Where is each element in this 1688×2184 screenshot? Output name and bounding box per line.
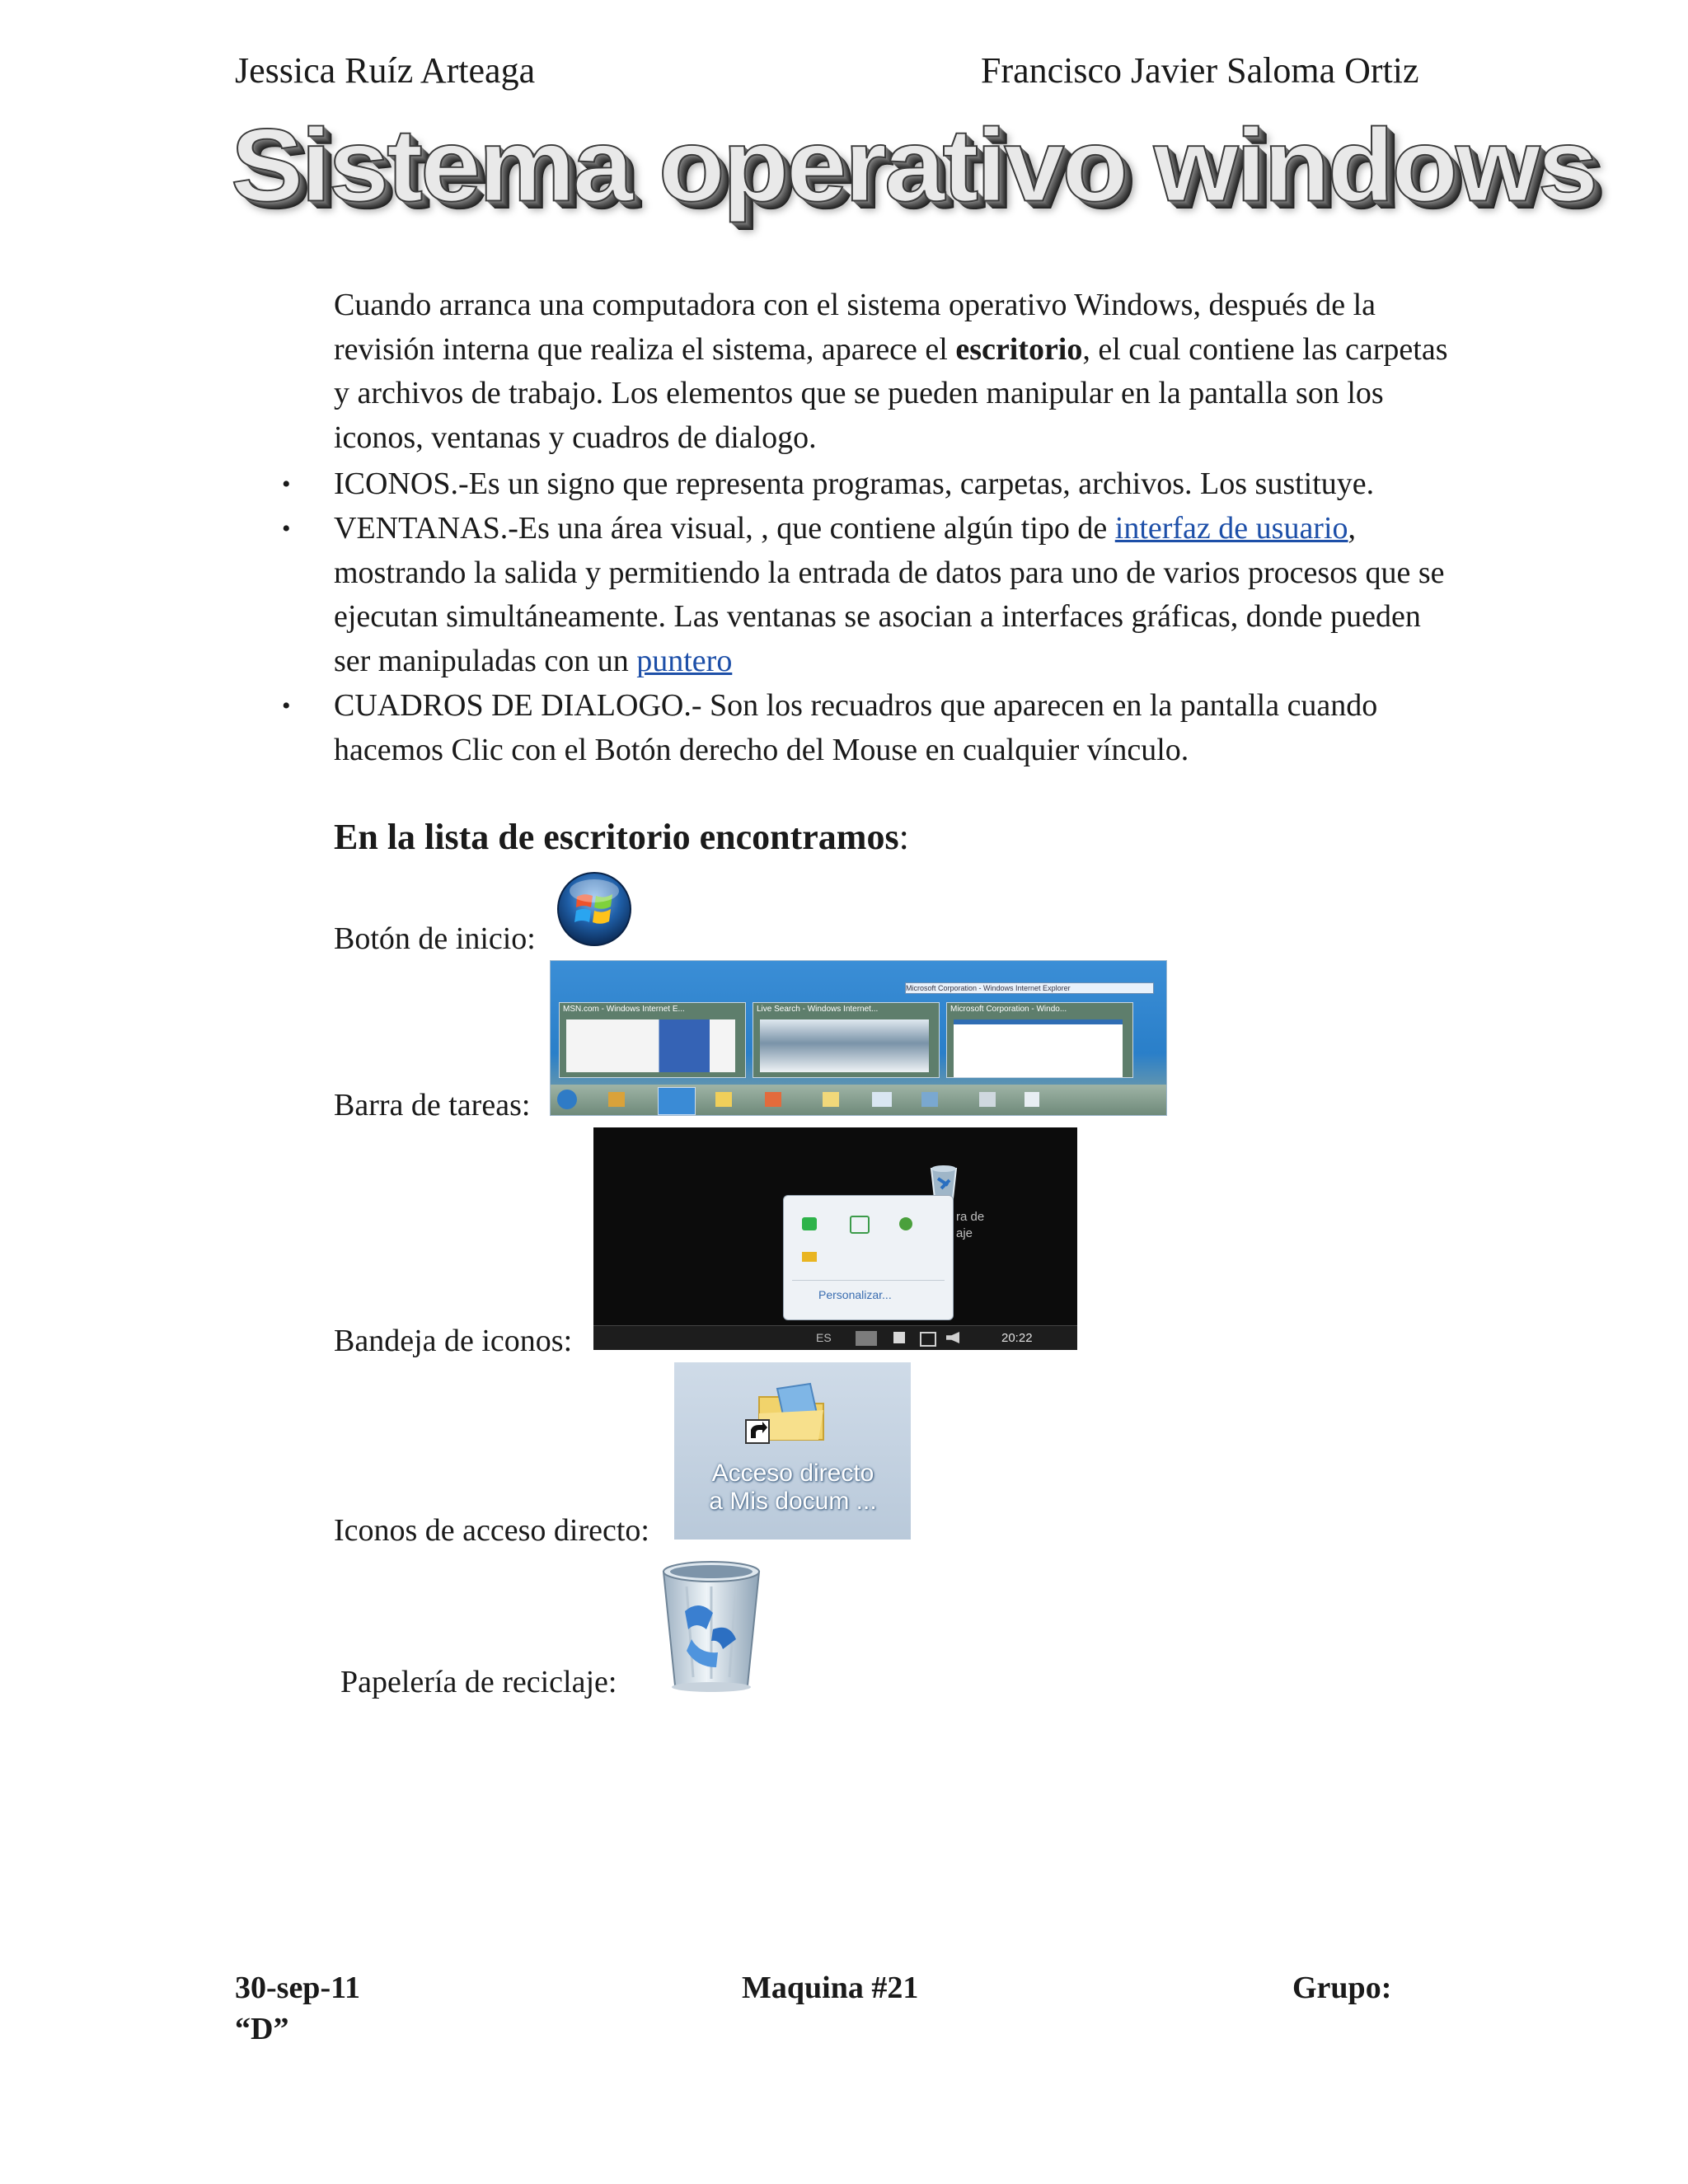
bullet-dot: •	[282, 692, 291, 719]
section-heading	[334, 816, 909, 860]
thumbnail-live-search[interactable]	[753, 1002, 940, 1078]
tray-camera-icon[interactable]	[850, 1216, 870, 1234]
taskbar-strip	[551, 1085, 1166, 1115]
taskbar-app-icon[interactable]	[608, 1092, 625, 1107]
label-boton-inicio: Botón de inicio:	[334, 921, 536, 956]
tray-network-icon[interactable]	[802, 1217, 817, 1230]
footer-group-label: Grupo:	[1292, 1971, 1392, 2005]
recycle-bin-icon	[654, 1554, 769, 1694]
footer-group-value: “D”	[235, 2012, 289, 2046]
thumbnail-preview	[566, 1019, 735, 1072]
label-papeleria: Papelería de reciclaje:	[340, 1665, 617, 1699]
taskbar-tooltip: Microsoft Corporation - Windows Internet Explorer	[905, 982, 1154, 994]
tray-clock[interactable]: 20:22	[1001, 1331, 1033, 1345]
intro-paragraph	[334, 284, 1463, 460]
taskbar-app-icon[interactable]	[765, 1092, 781, 1107]
bullet-ventanas	[334, 507, 1463, 683]
thumbnail-preview	[760, 1019, 929, 1072]
shortcut-label-line1: Acceso directo	[711, 1460, 874, 1487]
taskbar-app-icon[interactable]	[1025, 1092, 1039, 1107]
taskbar-app-icon[interactable]	[715, 1092, 732, 1107]
taskbar-start-icon[interactable]	[557, 1090, 577, 1109]
ventanas-text-2: , mostrando la salida y permitiendo la entrada de datos para uno de varios procesos que se ejecutan simultáneamente. Las ventanas se asocian a interfaces gráficas, donde pueden ser manipuladas con un	[334, 511, 1445, 678]
section-heading-colon: :	[898, 817, 909, 857]
intro-text-2: , el cual contiene las carpetas y archivos de trabajo. Los elementos que se pueden manipular en la pantalla son los iconos, ventanas y cuadros de dialogo.	[334, 331, 1448, 455]
tray-language[interactable]: ES	[816, 1331, 832, 1344]
thumbnail-msn[interactable]	[559, 1002, 746, 1078]
taskbar-app-icon[interactable]	[921, 1092, 938, 1107]
label-iconos-acceso: Iconos de acceso directo:	[334, 1513, 649, 1548]
tray-bar	[593, 1325, 1077, 1350]
footer-date: 30-sep-11	[235, 1971, 360, 2005]
desktop-label-fragment: ra de	[956, 1210, 985, 1224]
shortcut-screenshot	[674, 1362, 911, 1540]
taskbar-folder-icon[interactable]	[823, 1092, 839, 1107]
intro-bold-escritorio: escritorio	[955, 331, 1083, 367]
bullet-cuadros: CUADROS DE DIALOGO.- Son los recuadros que aparecen en la pantalla cuando hacemos Clic con el Botón derecho del Mouse en cualquier vínculo.	[334, 688, 1378, 767]
desktop-label-fragment: aje	[956, 1226, 973, 1240]
bullet-dot: •	[282, 471, 291, 498]
author-left: Jessica Ruíz Arteaga	[235, 50, 536, 91]
tray-network-status-icon[interactable]	[920, 1332, 936, 1347]
shortcut-label	[686, 1460, 900, 1516]
thumbnail-microsoft[interactable]	[946, 1002, 1133, 1078]
tray-show-hidden-icon[interactable]	[856, 1331, 877, 1346]
intro-text-1: Cuando arranca una computadora con el sistema operativo Windows, después de la revisión interna que realiza el sistema, aparece el	[334, 288, 1376, 367]
windows-start-orb-icon	[555, 869, 634, 949]
label-barra-tareas: Barra de tareas:	[334, 1088, 531, 1122]
taskbar-ie-icon[interactable]	[658, 1087, 696, 1115]
puntero-link[interactable]: puntero	[636, 643, 733, 678]
divider	[792, 1280, 945, 1281]
folder-shortcut-icon	[744, 1380, 835, 1446]
taskbar-app-icon[interactable]	[872, 1092, 892, 1107]
ventanas-text-1: VENTANAS.-Es una área visual, , que contiene algún tipo de	[334, 511, 1115, 546]
tray-volume-icon[interactable]	[946, 1332, 959, 1343]
taskbar-screenshot	[550, 960, 1167, 1116]
label-bandeja-iconos: Bandeja de iconos:	[334, 1324, 573, 1358]
interfaz-de-usuario-link[interactable]: interfaz de usuario	[1114, 511, 1348, 546]
thumbnail-title: MSN.com - Windows Internet E...	[563, 1005, 685, 1014]
shortcut-label-line2: a Mis docum ...	[709, 1488, 877, 1515]
bullet-dot: •	[282, 515, 291, 542]
taskbar-app-icon[interactable]	[979, 1092, 996, 1107]
bullet-iconos: ICONOS.-Es un signo que representa programas, carpetas, archivos. Los sustituye.	[334, 466, 1375, 501]
section-heading-text: En la lista de escritorio encontramos	[334, 817, 899, 857]
tray-screenshot	[593, 1127, 1077, 1350]
thumbnail-title: Microsoft Corporation - Windo...	[950, 1005, 1067, 1014]
tray-mail-icon[interactable]	[802, 1252, 817, 1262]
thumbnail-title: Live Search - Windows Internet...	[757, 1005, 879, 1014]
thumbnail-preview	[954, 1019, 1123, 1077]
author-right: Francisco Javier Saloma Ortiz	[981, 50, 1419, 91]
footer-machine: Maquina #21	[742, 1971, 919, 2005]
tray-app-icon[interactable]	[899, 1217, 912, 1230]
tray-overflow-popup	[783, 1195, 954, 1320]
tray-flag-icon[interactable]	[893, 1332, 905, 1343]
tray-customize-link[interactable]: Personalizar...	[818, 1288, 892, 1301]
page-title: Sistema operativo windows	[231, 107, 1597, 223]
